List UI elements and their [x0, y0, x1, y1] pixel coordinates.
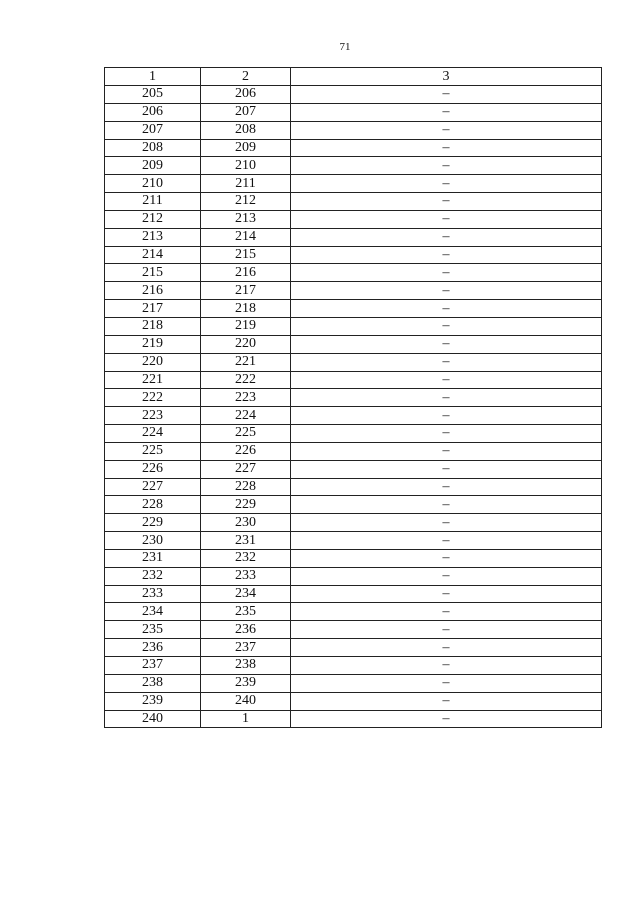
table-row	[105, 532, 602, 550]
table-cell: 240	[105, 710, 201, 728]
table-row	[105, 103, 602, 121]
table-cell: –	[291, 585, 602, 603]
table-cell: 1	[201, 710, 291, 728]
table-row	[105, 228, 602, 246]
table-cell: 217	[105, 300, 201, 318]
table-cell: 215	[105, 264, 201, 282]
table-cell: –	[291, 228, 602, 246]
table-cell: 208	[201, 121, 291, 139]
table-cell: 239	[105, 692, 201, 710]
table-cell: –	[291, 639, 602, 657]
column-header: 3	[291, 68, 602, 86]
table-cell: –	[291, 442, 602, 460]
table-body	[105, 68, 602, 728]
table-cell: 227	[105, 478, 201, 496]
data-table	[104, 67, 602, 728]
table-cell: 224	[105, 425, 201, 443]
table-cell: –	[291, 389, 602, 407]
table-cell: 205	[105, 86, 201, 104]
table-row	[105, 425, 602, 443]
table-cell: 212	[105, 210, 201, 228]
table-cell: 218	[105, 317, 201, 335]
table-row	[105, 193, 602, 211]
table-cell: –	[291, 407, 602, 425]
table-cell: 214	[105, 246, 201, 264]
table-cell: 213	[201, 210, 291, 228]
table-cell: –	[291, 282, 602, 300]
table-cell: 217	[201, 282, 291, 300]
table-cell: 208	[105, 139, 201, 157]
table-row	[105, 300, 602, 318]
table-cell: 233	[201, 567, 291, 585]
table-row	[105, 478, 602, 496]
table-cell: 209	[105, 157, 201, 175]
table-cell: –	[291, 121, 602, 139]
table-cell: 214	[201, 228, 291, 246]
table-cell: –	[291, 603, 602, 621]
table-row	[105, 621, 602, 639]
table-cell: 210	[201, 157, 291, 175]
table-row	[105, 86, 602, 104]
table-cell: 221	[105, 371, 201, 389]
table-row	[105, 353, 602, 371]
table-header-row	[105, 68, 602, 86]
table-cell: 222	[105, 389, 201, 407]
page-number: 71	[339, 41, 351, 53]
table-cell: 230	[201, 514, 291, 532]
table-cell: 219	[105, 335, 201, 353]
table-cell: 223	[105, 407, 201, 425]
table-row	[105, 175, 602, 193]
table-cell: 225	[105, 442, 201, 460]
table-row	[105, 407, 602, 425]
table-cell: 219	[201, 317, 291, 335]
table-cell: 213	[105, 228, 201, 246]
table-row	[105, 585, 602, 603]
table-cell: 220	[105, 353, 201, 371]
table-cell: 216	[105, 282, 201, 300]
table-cell: –	[291, 496, 602, 514]
table-row	[105, 210, 602, 228]
table-cell: 211	[105, 193, 201, 211]
table-cell: 225	[201, 425, 291, 443]
table-cell: 237	[201, 639, 291, 657]
table-cell: 235	[105, 621, 201, 639]
table-cell: 216	[201, 264, 291, 282]
table-row	[105, 246, 602, 264]
table-cell: 236	[201, 621, 291, 639]
table-cell: –	[291, 193, 602, 211]
table-cell: –	[291, 425, 602, 443]
table-cell: 229	[105, 514, 201, 532]
table-cell: 209	[201, 139, 291, 157]
table-cell: –	[291, 353, 602, 371]
table-row	[105, 639, 602, 657]
table-row	[105, 264, 602, 282]
table-row	[105, 460, 602, 478]
table-cell: –	[291, 371, 602, 389]
table-row	[105, 121, 602, 139]
table-cell: 227	[201, 460, 291, 478]
table-cell: 218	[201, 300, 291, 318]
table-cell: 236	[105, 639, 201, 657]
table-cell: –	[291, 157, 602, 175]
table-cell: –	[291, 478, 602, 496]
table-cell: –	[291, 514, 602, 532]
table-cell: 215	[201, 246, 291, 264]
table-cell: 224	[201, 407, 291, 425]
table-row	[105, 496, 602, 514]
table-cell: 206	[201, 86, 291, 104]
table-cell: 231	[105, 549, 201, 567]
table-row	[105, 317, 602, 335]
table-cell: 206	[105, 103, 201, 121]
table-row	[105, 157, 602, 175]
table-cell: 210	[105, 175, 201, 193]
table-cell: 234	[105, 603, 201, 621]
table-cell: –	[291, 657, 602, 675]
table-row	[105, 514, 602, 532]
table-cell: –	[291, 335, 602, 353]
table-cell: 222	[201, 371, 291, 389]
table-cell: 232	[105, 567, 201, 585]
table-cell: 211	[201, 175, 291, 193]
table-cell: –	[291, 139, 602, 157]
table-cell: 233	[105, 585, 201, 603]
table-cell: 239	[201, 674, 291, 692]
table-cell: –	[291, 567, 602, 585]
table-row	[105, 389, 602, 407]
table-cell: 231	[201, 532, 291, 550]
table-cell: 229	[201, 496, 291, 514]
table-cell: –	[291, 300, 602, 318]
table-cell: 226	[201, 442, 291, 460]
table-cell: –	[291, 549, 602, 567]
table-cell: 228	[105, 496, 201, 514]
table-cell: 238	[105, 674, 201, 692]
table-cell: 207	[201, 103, 291, 121]
table-row	[105, 139, 602, 157]
table-cell: 207	[105, 121, 201, 139]
table-cell: –	[291, 210, 602, 228]
table-cell: 230	[105, 532, 201, 550]
table-row	[105, 674, 602, 692]
table-cell: 238	[201, 657, 291, 675]
table-row	[105, 549, 602, 567]
table-cell: 220	[201, 335, 291, 353]
table-cell: –	[291, 246, 602, 264]
table-cell: 234	[201, 585, 291, 603]
table-cell: –	[291, 674, 602, 692]
table-row	[105, 567, 602, 585]
table-row	[105, 442, 602, 460]
table-cell: 221	[201, 353, 291, 371]
table-cell: –	[291, 532, 602, 550]
table-cell: 237	[105, 657, 201, 675]
table-cell: –	[291, 692, 602, 710]
table-cell: –	[291, 710, 602, 728]
table-row	[105, 603, 602, 621]
table-cell: 212	[201, 193, 291, 211]
table-row	[105, 710, 602, 728]
table-cell: 228	[201, 478, 291, 496]
table-cell: 232	[201, 549, 291, 567]
table-cell: –	[291, 317, 602, 335]
table-cell: 226	[105, 460, 201, 478]
table-cell: –	[291, 86, 602, 104]
table-row	[105, 335, 602, 353]
table-cell: –	[291, 621, 602, 639]
table-cell: 235	[201, 603, 291, 621]
table-cell: 240	[201, 692, 291, 710]
column-header: 1	[105, 68, 201, 86]
table-cell: 223	[201, 389, 291, 407]
table-cell: –	[291, 103, 602, 121]
table-row	[105, 282, 602, 300]
table-cell: –	[291, 175, 602, 193]
table-row	[105, 657, 602, 675]
table-cell: –	[291, 264, 602, 282]
table-cell: –	[291, 460, 602, 478]
column-header: 2	[201, 68, 291, 86]
table-row	[105, 692, 602, 710]
table-row	[105, 371, 602, 389]
